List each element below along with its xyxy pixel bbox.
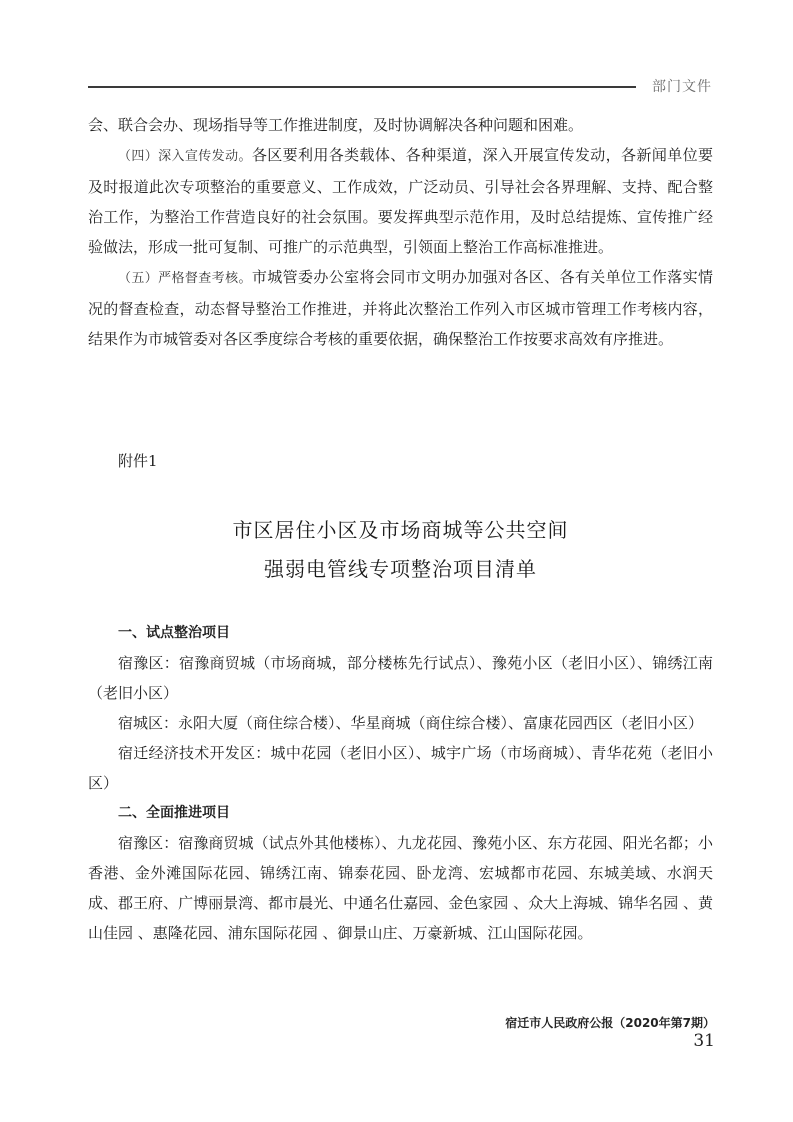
footer-publication-title: 宿迁市人民政府公报（2020年第7期） [505, 1016, 715, 1030]
section-2-heading: 二、全面推进项目 [118, 805, 230, 821]
paragraph-1: 会、联合会办、现场指导等工作推进制度，及时协调解决各种问题和困难。 [88, 116, 584, 134]
section-1-heading: 一、试点整治项目 [118, 625, 230, 641]
paragraph-3 [88, 262, 713, 354]
list-item: 宿城区：永阳大厦（商住综合楼）、华星商城（商住综合楼）、富康花园西区（老旧小区） [118, 714, 704, 732]
document-title-line-2: 强弱电管线专项整治项目清单 [264, 557, 537, 581]
list-item: 宿迁经济技术开发区：城中花园（老旧小区）、城宇广场（市场商城）、青华花苑（老旧小区） [88, 744, 713, 792]
list-item: 宿豫区：宿豫商贸城（市场商城，部分楼栋先行试点）、豫苑小区（老旧小区）、锦绣江南（老旧小区） [88, 654, 713, 702]
page-footer [500, 1012, 715, 1051]
attachment-label: 附件1 [118, 452, 158, 470]
header-section-label: 部门文件 [652, 79, 712, 95]
project-list [88, 618, 713, 948]
document-title-line-1: 市区居住小区及市场商城等公共空间 [232, 518, 569, 542]
body-text-top [88, 110, 713, 354]
list-item: 宿豫区：宿豫商贸城（试点外其他楼栋）、九龙花园、豫苑小区、东方花园、阳光名都；小香港、金外滩国际花园、锦绣江南、锦泰花园、卧龙湾、宏城都市花园、东城美域、水润天成、郡王府、广博丽景湾、都市晨光、中通名仕嘉园、金色家园 、众大上海城、锦华名园 、黄山佳园 、惠隆花园、浦东国际花园 、御景山庄、万豪新城、江山国际花园。 [88, 834, 713, 942]
paragraph-3-lead: （五）严格督查考核。 [118, 271, 252, 286]
paragraph-3-body: 市城管委办公室将会同市文明办加强对各区、各有关单位工作落实情况的督查检查，动态督导整治工作推进，并将此次整治工作列入市区城市管理工作考核内容，结果作为市城管委对各区季度综合考核的重要依据，确保整治工作按要求高效有序推进。 [88, 268, 713, 348]
paragraph-2-body: 各区要利用各类载体、各种渠道，深入开展宣传发动，各新闻单位要及时报道此次专项整治的重要意义、工作成效，广泛动员、引导社会各界理解、支持、配合整治工作，为整治工作营造良好的社会氛围。要发挥典型示范作用，及时总结提炼、宣传推广经验做法，形成一批可复制、可推广的示范典型，引领面上整治工作高标准推进。 [88, 146, 713, 256]
header-rule [88, 86, 636, 88]
paragraph-2 [88, 140, 713, 262]
page-number: 31 [693, 1031, 715, 1051]
paragraph-2-lead: （四）深入宣传发动。 [118, 149, 252, 164]
